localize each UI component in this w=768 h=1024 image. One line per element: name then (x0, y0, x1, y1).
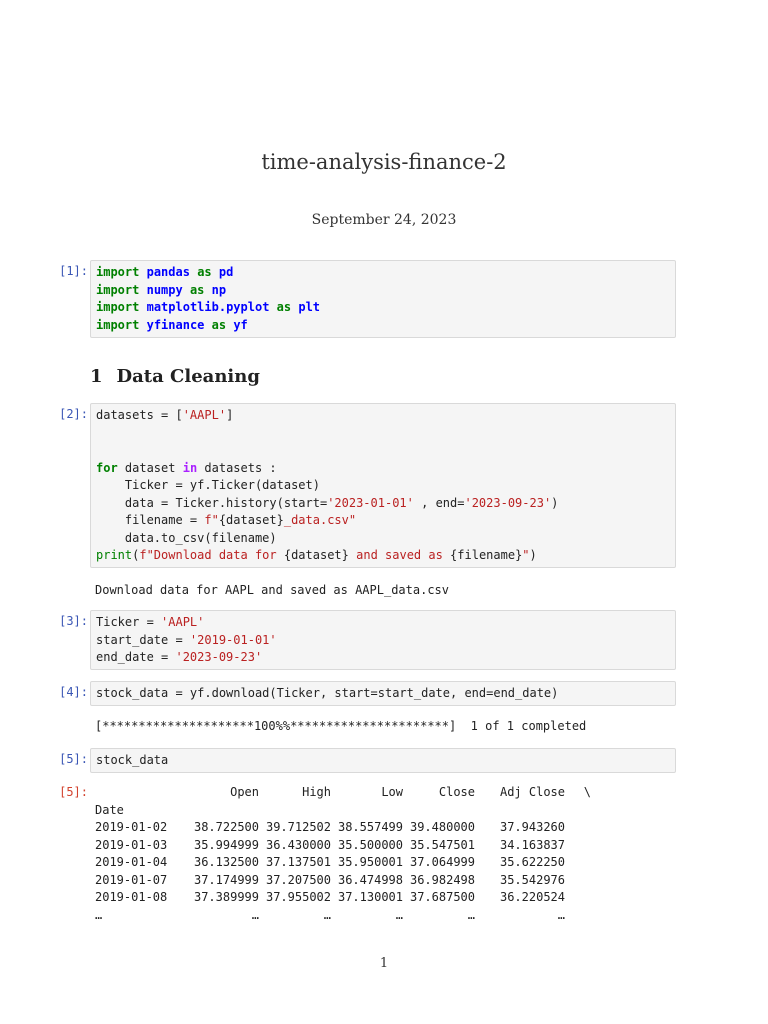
index-name: Date (95, 802, 124, 817)
table-row (95, 854, 591, 872)
code-text: dataset (117, 460, 183, 475)
table-row (95, 819, 591, 837)
code-text: ] (226, 408, 234, 422)
table-cell: 37.137501 (265, 855, 331, 869)
code-line (96, 614, 670, 632)
table-cell: 37.130001 (337, 890, 403, 904)
keyword: import (96, 265, 140, 279)
cell-5-code[interactable] (90, 748, 676, 773)
cell-4-output: [*********************100%%**********************] 1 of 1 completed (95, 719, 587, 733)
code-text: filename = (96, 513, 205, 527)
table-cell: 2019-01-08 (95, 890, 168, 904)
keyword: import (96, 282, 140, 297)
cell-3-code[interactable] (90, 610, 676, 670)
table-cell: 35.622250 (499, 855, 565, 869)
alias-name: np (211, 282, 227, 297)
cell-1-code[interactable] (90, 260, 676, 338)
alias-name: yf (233, 317, 248, 332)
module-name: matplotlib.pyplot (146, 300, 270, 314)
table-cell: 38.722500 (193, 820, 259, 834)
keyword: import (96, 317, 140, 332)
ellipsis-cell: … (95, 907, 103, 922)
blank-line (96, 425, 670, 443)
code-line (96, 460, 670, 478)
column-header: Low (381, 785, 403, 799)
document-title: time-analysis-finance-2 (261, 150, 507, 174)
string-literal: 'AAPL' (161, 615, 205, 629)
code-line (96, 632, 670, 650)
table-cell: 37.955002 (265, 890, 331, 904)
index-name-row (95, 802, 591, 820)
code-text: {filename} (450, 548, 523, 562)
keyword: import (96, 300, 140, 314)
keyword: for (96, 460, 118, 475)
table-cell: 36.474998 (337, 872, 403, 887)
column-header: Adj Close (499, 785, 565, 799)
table-cell: 2019-01-03 (95, 837, 168, 852)
code-line: stock_data (96, 753, 169, 767)
code-line (96, 495, 670, 513)
table-cell: 39.480000 (409, 820, 475, 834)
table-cell: 35.994999 (193, 837, 259, 852)
table-cell: 35.547501 (409, 837, 475, 852)
code-line: stock_data = yf.download(Ticker, start=start_date, end=end_date) (96, 686, 559, 700)
code-line (96, 512, 670, 530)
cell-2-prompt: [2]: (59, 407, 88, 421)
cell-3-prompt: [3]: (59, 614, 88, 628)
table-cell: 37.687500 (409, 890, 475, 904)
table-cell: 36.132500 (193, 855, 259, 869)
cell-4-code[interactable] (90, 681, 676, 706)
code-text: data = Ticker.history(start= (96, 495, 328, 510)
keyword: as (189, 282, 205, 297)
operator-keyword: in (182, 460, 198, 475)
table-cell: 37.389999 (193, 890, 259, 904)
cell-5-prompt: [5]: (59, 752, 88, 766)
dataframe-output (95, 784, 591, 924)
code-text: ) (529, 548, 537, 562)
table-cell: 37.943260 (499, 820, 565, 834)
string-literal: f" (204, 513, 219, 527)
code-text: , end= (413, 495, 465, 510)
ellipsis-cell: … (467, 907, 475, 922)
string-literal: '2019-01-01' (189, 632, 277, 647)
column-header: High (302, 785, 331, 799)
table-cell: 37.207500 (265, 872, 331, 887)
builtin-function: print (96, 548, 133, 562)
code-line: Ticker = yf.Ticker(dataset) (96, 478, 320, 492)
string-literal: " (522, 548, 530, 562)
document-date: September 24, 2023 (311, 212, 457, 228)
table-cell: 34.163837 (499, 837, 565, 852)
table-cell: 39.712502 (265, 820, 331, 834)
code-line (96, 649, 670, 667)
section-heading (90, 366, 260, 387)
string-literal: f"Download data for (139, 548, 284, 562)
ellipsis-row (95, 907, 591, 925)
ellipsis-cell: … (557, 907, 565, 922)
code-line (96, 547, 670, 565)
code-text: {dataset} (218, 513, 284, 527)
code-text: start_date = (96, 632, 190, 647)
table-cell: 36.430000 (265, 837, 331, 852)
cell-2-output: Download data for AAPL and saved as AAPL_data.csv (95, 583, 450, 597)
alias-name: plt (298, 300, 321, 314)
code-text: datasets : (197, 460, 277, 475)
cell-1-prompt: [1]: (59, 264, 88, 278)
string-literal: _data.csv" (283, 513, 357, 527)
section-number: 1 (90, 366, 103, 387)
table-cell: 37.174999 (193, 872, 259, 887)
string-literal: and saved as (348, 548, 451, 562)
table-cell: 2019-01-02 (95, 820, 168, 834)
index-header-blank (95, 784, 187, 802)
table-cell: 2019-01-07 (95, 872, 168, 887)
cell-4-prompt: [4]: (59, 685, 88, 699)
column-header: Open (230, 785, 259, 799)
code-text: {dataset} (283, 548, 349, 562)
module-name: pandas (146, 265, 190, 279)
code-text: datasets = [ (96, 408, 183, 422)
code-line (96, 317, 670, 335)
column-header: Close (438, 785, 475, 799)
keyword: as (211, 317, 227, 332)
table-cell: 38.557499 (337, 820, 403, 834)
table-row (95, 889, 591, 907)
table-cell: 35.542976 (499, 872, 565, 887)
table-cell: 35.500000 (337, 837, 403, 852)
table-cell: 2019-01-04 (95, 855, 168, 869)
page-number: 1 (379, 956, 389, 971)
string-literal: 'AAPL' (182, 408, 227, 422)
string-literal: '2023-09-23' (175, 650, 263, 664)
table-row (95, 837, 591, 855)
table-header-row (95, 784, 591, 802)
string-literal: '2023-01-01' (327, 495, 414, 510)
cell-2-code[interactable] (90, 403, 676, 568)
code-line (96, 299, 670, 317)
code-line (96, 282, 670, 300)
module-name: yfinance (146, 317, 205, 332)
table-cell: 35.950001 (337, 855, 403, 869)
table-cell: 36.220524 (499, 890, 565, 904)
blank-line (96, 442, 670, 460)
table-row (95, 872, 591, 890)
ellipsis-cell: … (251, 907, 259, 922)
ellipsis-cell: … (395, 907, 403, 922)
keyword: as (276, 300, 292, 314)
section-title: Data Cleaning (116, 366, 260, 387)
continuation-marker: \ (583, 785, 591, 799)
cell-5-output-prompt: [5]: (59, 785, 88, 799)
code-text: ) (551, 495, 559, 510)
code-line (96, 407, 670, 425)
code-line (96, 264, 670, 282)
code-text: ( (132, 548, 140, 562)
code-text: Ticker = (96, 615, 162, 629)
table-cell: 37.064999 (409, 855, 475, 869)
ellipsis-cell: … (323, 907, 331, 922)
string-literal: '2023-09-23' (464, 495, 552, 510)
alias-name: pd (218, 265, 234, 279)
table-cell: 36.982498 (409, 872, 475, 887)
module-name: numpy (146, 282, 183, 297)
keyword: as (197, 265, 212, 279)
code-line: data.to_csv(filename) (96, 530, 277, 545)
code-text: end_date = (96, 650, 176, 664)
